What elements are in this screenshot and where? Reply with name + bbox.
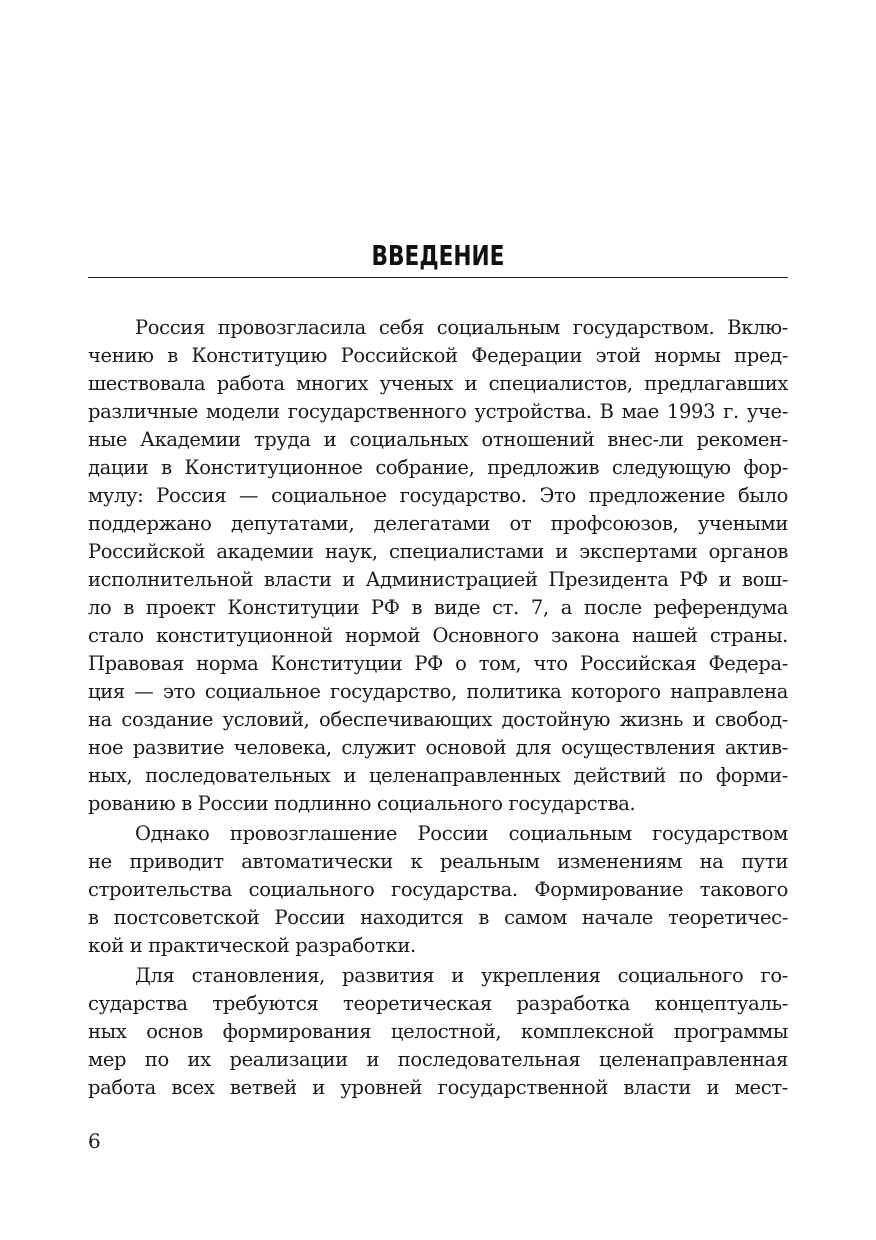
text-line: различные модели государственного устройства. В мае 1993 г. уче- [88,400,788,423]
text-line: кой и практической разработки. [88,934,416,957]
text-line: на создание условий, обеспечивающих достойную жизнь и свобод- [88,708,788,731]
text-line: ные Академии труда и социальных отношений внес-ли рекомен- [88,428,788,451]
text-line: шествовала работа многих ученых и специалистов, предлагавших [88,372,788,395]
text-line: не приводит автоматически к реальным изменениям на пути [88,850,788,873]
text-line: ных, последовательных и целенаправленных действий по форми- [88,764,788,787]
text-line: исполнительной власти и Администрацией Президента РФ и вош- [88,568,788,591]
text-line: работа всех ветвей и уровней государственной власти и мест- [88,1076,788,1099]
text-line: Однако провозглашение России социальным государством [135,822,788,845]
title-rule [88,277,788,278]
text-line: поддержано депутатами, делегатами от профсоюзов, учеными [88,512,788,535]
text-line: дации в Конституционное собрание, предложив следующую фор- [88,456,788,479]
text-line: сударства требуются теоретическая разработка концептуаль- [88,992,788,1015]
text-line: ло в проект Конституции РФ в виде ст. 7, а после референдума [88,596,788,619]
text-line: Правовая норма Конституции РФ о том, что Российская Федера- [88,652,788,675]
text-line: ное развитие человека, служит основой для осуществления актив- [88,736,788,759]
text-line: строительства социального государства. Формирование такового [88,878,788,901]
page-title: ВВЕДЕНИЕ [371,239,505,272]
text-line: Российской академии наук, специалистами и экспертами органов [88,540,788,563]
text-line: чению в Конституцию Российской Федерации этой нормы пред- [88,344,788,367]
paragraph [88,962,788,1102]
page-number: 6 [88,1129,101,1153]
text-line: стало конституционной нормой Основного закона нашей страны. [88,624,788,647]
text-line: в постсоветской России находится в самом начале теоретичес- [88,906,788,929]
text-line: мер по их реализации и последовательная целенаправленная [88,1048,788,1071]
paragraph [88,314,788,818]
text-line: мулу: Россия — социальное государство. Это предложение было [88,484,788,507]
text-line: рованию в России подлинно социального государства. [88,792,636,815]
text-line: ных основ формирования целостной, комплексной программы [88,1020,788,1043]
text-line: Россия провозгласила себя социальным государством. Вклю- [135,316,788,339]
text-line: Для становления, развития и укрепления социального го- [135,964,788,987]
text-line: ция — это социальное государство, политика которого направлена [88,680,788,703]
body-text [88,314,788,1102]
paragraph [88,820,788,960]
